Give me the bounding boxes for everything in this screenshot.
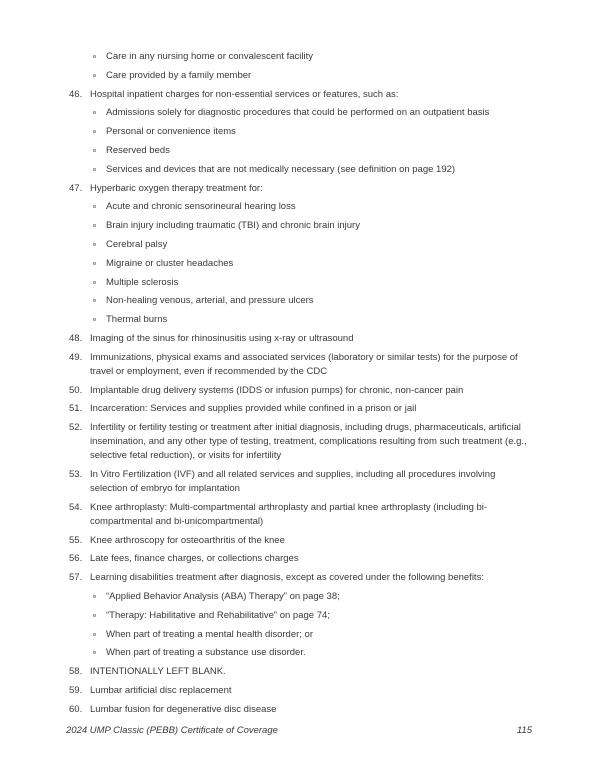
list-item-bullet <box>69 69 533 83</box>
item-text: Learning disabilities treatment after diagnosis, except as covered under the following benefits: <box>90 572 484 584</box>
item-text: Knee arthroplasty: Multi-compartmental arthroplasty and partial knee arthroplasty (including bi-compartmental and bi-unicompartmental) <box>90 501 488 527</box>
bullet-text: When part of treating a substance use disorder. <box>106 647 306 659</box>
bullet-circle-icon <box>93 69 106 83</box>
item-number: 55. <box>69 534 83 546</box>
list-item-bullet <box>69 50 533 64</box>
bullet-text: Services and devices that are not medically necessary (see definition on page 192) <box>106 163 456 175</box>
item-number: 49. <box>69 351 83 363</box>
list-item-bullet <box>69 294 533 308</box>
item-text: Lumbar artificial disc replacement <box>90 684 232 696</box>
bullet-text: Thermal burns <box>106 314 168 326</box>
item-number: 56. <box>69 553 83 565</box>
item-text: Infertility or fertility testing or treatment after initial diagnosis, including drugs, pharmaceuticals, artificial insemination, and any other type of testing, treatment, complications resulting from such treatment (e.g., selective fetal reduction), or visits for infertility <box>90 422 527 462</box>
exclusions-list <box>69 50 533 722</box>
item-text: Knee arthroscopy for osteoarthritis of the knee <box>90 534 285 546</box>
bullet-text: Brain injury including traumatic (TBI) and chronic brain injury <box>106 220 360 232</box>
bullet-text: Personal or convenience items <box>106 126 236 138</box>
bullet-text: Care in any nursing home or convalescent facility <box>106 51 313 62</box>
list-item-bullet <box>69 106 533 120</box>
bullet-circle-icon <box>93 163 106 177</box>
item-text: Hospital inpatient charges for non-essential services or features, such as: <box>90 88 399 100</box>
bullet-circle-icon <box>93 200 106 214</box>
list-item-numbered <box>69 703 533 717</box>
bullet-text: Migraine or cluster headaches <box>106 257 234 269</box>
item-text: Lumbar fusion for degenerative disc disease <box>90 703 277 715</box>
list-item-numbered <box>69 501 533 529</box>
bullet-circle-icon <box>93 313 106 327</box>
list-item-bullet <box>69 163 533 177</box>
list-item-bullet <box>69 257 533 271</box>
list-item-numbered <box>69 684 533 698</box>
bullet-text: Non-healing venous, arterial, and pressure ulcers <box>106 295 314 307</box>
bullet-text: Multiple sclerosis <box>106 276 179 288</box>
item-text: Implantable drug delivery systems (IDDS or infusion pumps) for chronic, non-cancer pain <box>90 384 464 396</box>
list-item-numbered <box>69 468 533 496</box>
list-item-bullet <box>69 609 533 623</box>
item-number: 57. <box>69 572 83 584</box>
list-item-bullet <box>69 646 533 660</box>
item-number: 54. <box>69 501 83 513</box>
list-item-bullet <box>69 219 533 233</box>
list-item-numbered <box>69 402 533 416</box>
list-item-numbered <box>69 421 533 463</box>
list-item-bullet <box>69 200 533 214</box>
item-text: INTENTIONALLY LEFT BLANK. <box>90 666 226 678</box>
item-number: 53. <box>69 468 83 480</box>
item-number: 58. <box>69 666 83 678</box>
item-text: Imaging of the sinus for rhinosinusitis using x-ray or ultrasound <box>90 332 354 344</box>
bullet-text: Acute and chronic sensorineural hearing loss <box>106 201 296 213</box>
item-number: 50. <box>69 384 83 396</box>
list-item-numbered <box>69 534 533 548</box>
bullet-circle-icon <box>93 50 106 64</box>
bullet-circle-icon <box>93 590 106 604</box>
item-text: Immunizations, physical exams and associated services (laboratory or similar tests) for the purpose of travel or employment, even if recommended by the CDC <box>90 351 518 377</box>
bullet-text: Admissions solely for diagnostic procedures that could be performed on an outpatient basis <box>106 107 490 119</box>
bullet-text: Cerebral palsy <box>106 238 168 250</box>
footer-document-title: 2024 UMP Classic (PEBB) Certificate of Coverage <box>66 725 278 736</box>
list-item-numbered <box>69 332 533 346</box>
list-item-bullet <box>69 313 533 327</box>
list-item-bullet <box>69 125 533 139</box>
bullet-circle-icon <box>93 276 106 290</box>
bullet-circle-icon <box>93 125 106 139</box>
list-item-bullet <box>69 144 533 158</box>
bullet-text: “Applied Behavior Analysis (ABA) Therapy” on page 38; <box>106 590 340 602</box>
item-text: Hyperbaric oxygen therapy treatment for: <box>90 182 263 194</box>
footer-page-number: 115 <box>516 725 532 736</box>
bullet-text: “Therapy: Habilitative and Rehabilitative” on page 74; <box>106 609 330 621</box>
item-text: Late fees, finance charges, or collections charges <box>90 553 299 565</box>
list-item-bullet <box>69 276 533 290</box>
bullet-circle-icon <box>93 106 106 120</box>
page-footer <box>66 725 532 737</box>
bullet-text: Care provided by a family member <box>106 69 252 81</box>
item-number: 46. <box>69 88 83 100</box>
bullet-text: When part of treating a mental health disorder; or <box>106 628 314 640</box>
bullet-text: Reserved beds <box>106 144 170 156</box>
list-item-numbered <box>69 571 533 585</box>
bullet-circle-icon <box>93 257 106 271</box>
item-number: 52. <box>69 422 83 434</box>
bullet-circle-icon <box>93 609 106 623</box>
item-number: 48. <box>69 332 83 344</box>
bullet-circle-icon <box>93 219 106 233</box>
bullet-circle-icon <box>93 144 106 158</box>
list-item-numbered <box>69 351 533 379</box>
list-item-numbered <box>69 665 533 679</box>
bullet-circle-icon <box>93 238 106 252</box>
bullet-circle-icon <box>93 628 106 642</box>
bullet-circle-icon <box>93 646 106 660</box>
list-item-bullet <box>69 628 533 642</box>
list-item-bullet <box>69 238 533 252</box>
item-number: 51. <box>69 403 83 415</box>
item-number: 47. <box>69 182 83 194</box>
list-item-bullet <box>69 590 533 604</box>
item-text: Incarceration: Services and supplies provided while confined in a prison or jail <box>90 403 417 415</box>
item-text: In Vitro Fertilization (IVF) and all related services and supplies, including all procedures involving selection of embryo for implantation <box>90 468 496 494</box>
bullet-circle-icon <box>93 294 106 308</box>
list-item-numbered <box>69 88 533 102</box>
item-number: 59. <box>69 684 83 696</box>
list-item-numbered <box>69 552 533 566</box>
list-item-numbered <box>69 384 533 398</box>
list-item-numbered <box>69 182 533 196</box>
item-number: 60. <box>69 703 83 715</box>
